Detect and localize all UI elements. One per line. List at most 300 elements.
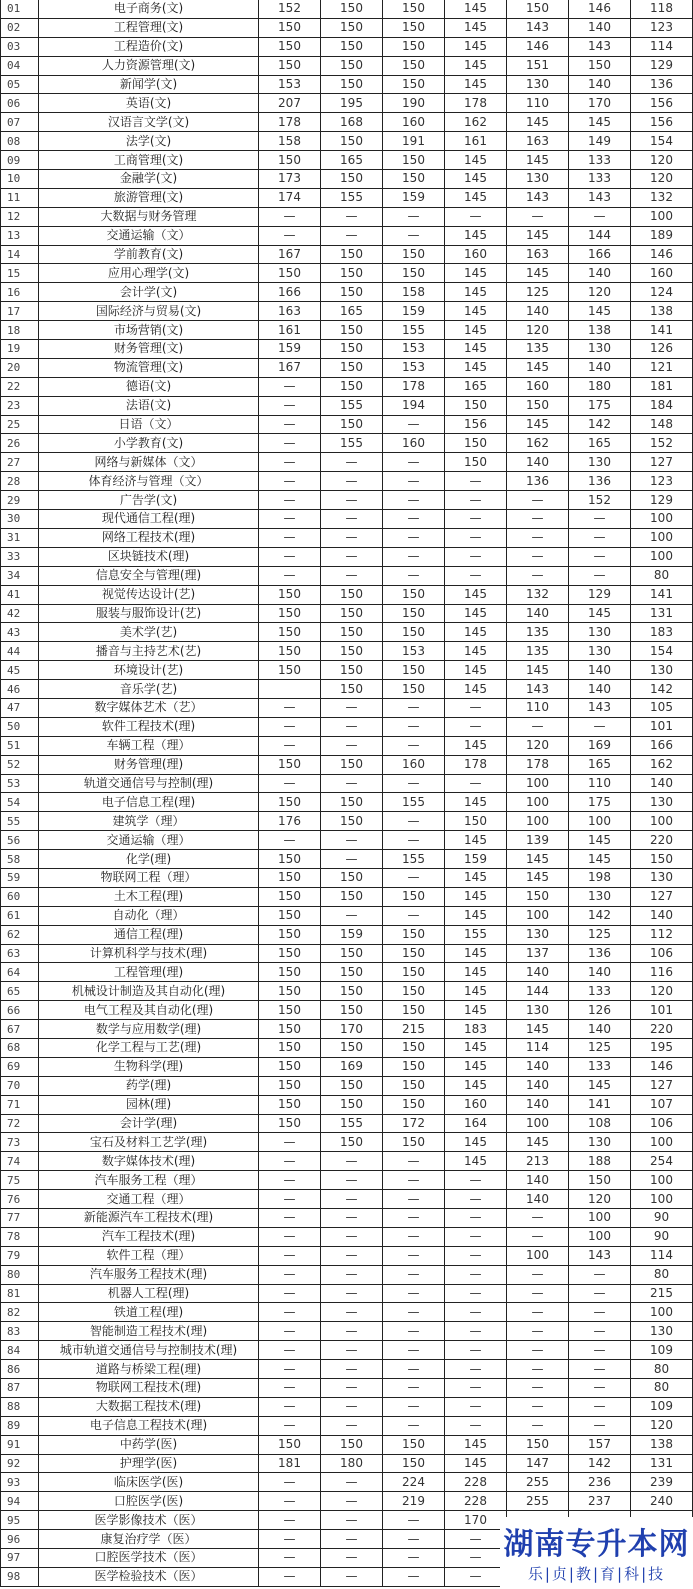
major-name-cell: 物联网工程（理） bbox=[39, 868, 259, 887]
score-col-4-cell: 145 bbox=[445, 793, 507, 812]
score-col-5-cell: 100 bbox=[507, 1246, 569, 1265]
score-col-3-cell: — bbox=[383, 472, 445, 491]
table-row bbox=[1, 340, 693, 359]
score-col-7-cell: 107 bbox=[631, 1095, 693, 1114]
score-col-5-cell: 110 bbox=[507, 94, 569, 113]
score-col-2-cell: — bbox=[321, 1511, 383, 1530]
score-col-1-cell: 158 bbox=[259, 132, 321, 151]
score-col-1-cell: 150 bbox=[259, 661, 321, 680]
score-col-4-cell: 145 bbox=[445, 151, 507, 170]
major-code-cell: 98 bbox=[1, 1567, 39, 1586]
score-col-5-cell: 145 bbox=[507, 415, 569, 434]
major-code-cell: 97 bbox=[1, 1549, 39, 1568]
score-col-3-cell: 150 bbox=[383, 963, 445, 982]
score-col-6-cell: 150 bbox=[569, 1171, 631, 1190]
table-row bbox=[1, 1057, 693, 1076]
score-col-5-cell: 135 bbox=[507, 623, 569, 642]
major-name-cell: 建筑学（理） bbox=[39, 812, 259, 831]
score-col-7-cell: 146 bbox=[631, 1057, 693, 1076]
score-col-4-cell: 145 bbox=[445, 680, 507, 699]
score-col-7-cell: 130 bbox=[631, 868, 693, 887]
table-row bbox=[1, 585, 693, 604]
score-col-1-cell: — bbox=[259, 1322, 321, 1341]
score-col-2-cell: 150 bbox=[321, 75, 383, 94]
score-col-1-cell: — bbox=[259, 1549, 321, 1568]
score-col-6-cell: 145 bbox=[569, 604, 631, 623]
score-col-2-cell: 165 bbox=[321, 302, 383, 321]
score-col-7-cell: 100 bbox=[631, 1190, 693, 1209]
score-col-4-cell: 145 bbox=[445, 642, 507, 661]
major-code-cell: 33 bbox=[1, 547, 39, 566]
score-col-4-cell: 156 bbox=[445, 415, 507, 434]
score-col-3-cell: — bbox=[383, 1265, 445, 1284]
score-col-4-cell: — bbox=[445, 491, 507, 510]
score-col-2-cell: 150 bbox=[321, 170, 383, 189]
table-row bbox=[1, 793, 693, 812]
score-col-2-cell: — bbox=[321, 1360, 383, 1379]
score-col-5-cell: 132 bbox=[507, 585, 569, 604]
major-name-cell: 电气工程及其自动化(理) bbox=[39, 1001, 259, 1020]
score-col-4-cell: — bbox=[445, 717, 507, 736]
score-col-6-cell: 169 bbox=[569, 736, 631, 755]
score-col-3-cell: 158 bbox=[383, 283, 445, 302]
major-name-cell: 化学(理) bbox=[39, 850, 259, 869]
score-col-3-cell: — bbox=[383, 1322, 445, 1341]
major-name-cell: 交通运输（理） bbox=[39, 831, 259, 850]
score-col-5-cell: — bbox=[507, 1360, 569, 1379]
score-col-5-cell: 162 bbox=[507, 434, 569, 453]
score-col-1-cell bbox=[259, 680, 321, 699]
score-col-7-cell: 131 bbox=[631, 1454, 693, 1473]
table-row bbox=[1, 283, 693, 302]
score-col-2-cell: — bbox=[321, 1284, 383, 1303]
score-col-3-cell: — bbox=[383, 1341, 445, 1360]
score-col-1-cell: — bbox=[259, 717, 321, 736]
score-col-2-cell: — bbox=[321, 1209, 383, 1228]
score-col-7-cell: 114 bbox=[631, 1246, 693, 1265]
score-col-6-cell: 146 bbox=[569, 0, 631, 18]
score-col-7-cell: 152 bbox=[631, 434, 693, 453]
score-col-6-cell: 133 bbox=[569, 170, 631, 189]
score-col-4-cell: 145 bbox=[445, 623, 507, 642]
score-col-2-cell: 150 bbox=[321, 358, 383, 377]
score-col-4-cell: 145 bbox=[445, 340, 507, 359]
score-col-2-cell: — bbox=[321, 850, 383, 869]
score-col-5-cell: 145 bbox=[507, 661, 569, 680]
score-col-6-cell: 130 bbox=[569, 340, 631, 359]
score-col-3-cell: 150 bbox=[383, 1057, 445, 1076]
score-col-3-cell: 155 bbox=[383, 793, 445, 812]
major-code-cell: 68 bbox=[1, 1038, 39, 1057]
score-col-7-cell: 100 bbox=[631, 1303, 693, 1322]
major-code-cell: 59 bbox=[1, 868, 39, 887]
score-col-7-cell: 116 bbox=[631, 963, 693, 982]
score-col-7-cell: 220 bbox=[631, 1020, 693, 1039]
table-row bbox=[1, 1341, 693, 1360]
score-col-7-cell: 112 bbox=[631, 925, 693, 944]
score-col-7-cell: 129 bbox=[631, 56, 693, 75]
major-code-cell: 94 bbox=[1, 1492, 39, 1511]
score-col-3-cell: 172 bbox=[383, 1114, 445, 1133]
major-code-cell: 31 bbox=[1, 528, 39, 547]
score-col-3-cell: — bbox=[383, 547, 445, 566]
score-col-3-cell: 150 bbox=[383, 1435, 445, 1454]
score-col-4-cell: 145 bbox=[445, 1001, 507, 1020]
score-col-6-cell: 133 bbox=[569, 982, 631, 1001]
score-col-2-cell: — bbox=[321, 226, 383, 245]
score-col-4-cell: — bbox=[445, 698, 507, 717]
major-name-cell: 财务管理(理) bbox=[39, 755, 259, 774]
score-col-3-cell: 150 bbox=[383, 1076, 445, 1095]
major-name-cell: 临床医学(医) bbox=[39, 1473, 259, 1492]
major-code-cell: 34 bbox=[1, 566, 39, 585]
score-col-3-cell: 159 bbox=[383, 302, 445, 321]
major-code-cell: 95 bbox=[1, 1511, 39, 1530]
major-name-cell: 园林(理) bbox=[39, 1095, 259, 1114]
score-col-4-cell: — bbox=[445, 1171, 507, 1190]
score-col-7-cell: 100 bbox=[631, 510, 693, 529]
major-code-cell: 79 bbox=[1, 1246, 39, 1265]
major-name-cell: 机器人工程(理) bbox=[39, 1284, 259, 1303]
major-code-cell: 20 bbox=[1, 358, 39, 377]
score-col-7-cell: 148 bbox=[631, 415, 693, 434]
score-col-2-cell: 150 bbox=[321, 245, 383, 264]
major-code-cell: 75 bbox=[1, 1171, 39, 1190]
score-col-1-cell: — bbox=[259, 1341, 321, 1360]
major-code-cell: 14 bbox=[1, 245, 39, 264]
major-code-cell: 61 bbox=[1, 906, 39, 925]
table-row bbox=[1, 132, 693, 151]
score-col-5-cell: 143 bbox=[507, 18, 569, 37]
score-col-5-cell: 130 bbox=[507, 75, 569, 94]
score-col-4-cell: — bbox=[445, 1397, 507, 1416]
score-col-6-cell: — bbox=[569, 1341, 631, 1360]
major-code-cell: 63 bbox=[1, 944, 39, 963]
table-row bbox=[1, 698, 693, 717]
score-col-4-cell: — bbox=[445, 1246, 507, 1265]
score-col-3-cell: 194 bbox=[383, 396, 445, 415]
score-col-3-cell: — bbox=[383, 1379, 445, 1398]
score-col-7-cell: 189 bbox=[631, 226, 693, 245]
score-col-1-cell: 150 bbox=[259, 604, 321, 623]
table-row bbox=[1, 1020, 693, 1039]
major-name-cell: 大数据与财务管理 bbox=[39, 207, 259, 226]
score-col-5-cell: 140 bbox=[507, 963, 569, 982]
major-code-cell: 41 bbox=[1, 585, 39, 604]
major-name-cell: 软件工程（理） bbox=[39, 1246, 259, 1265]
major-name-cell: 广告学(文) bbox=[39, 491, 259, 510]
major-code-cell: 87 bbox=[1, 1379, 39, 1398]
score-col-2-cell: 150 bbox=[321, 377, 383, 396]
score-col-1-cell: 181 bbox=[259, 1454, 321, 1473]
table-row bbox=[1, 1473, 693, 1492]
score-col-7-cell: 100 bbox=[631, 1171, 693, 1190]
score-col-7-cell: 183 bbox=[631, 623, 693, 642]
score-col-5-cell: 145 bbox=[507, 1133, 569, 1152]
score-col-3-cell: 150 bbox=[383, 604, 445, 623]
score-col-6-cell: 142 bbox=[569, 906, 631, 925]
score-col-6-cell: 138 bbox=[569, 321, 631, 340]
table-row bbox=[1, 963, 693, 982]
score-col-5-cell: — bbox=[507, 717, 569, 736]
major-code-cell: 86 bbox=[1, 1360, 39, 1379]
score-col-6-cell: 145 bbox=[569, 831, 631, 850]
score-col-6-cell: 142 bbox=[569, 415, 631, 434]
score-col-6-cell: 120 bbox=[569, 283, 631, 302]
score-col-5-cell: — bbox=[507, 547, 569, 566]
score-col-2-cell: — bbox=[321, 1567, 383, 1586]
major-name-cell: 工程管理(理) bbox=[39, 963, 259, 982]
table-row bbox=[1, 151, 693, 170]
score-col-1-cell: — bbox=[259, 528, 321, 547]
major-name-cell: 市场营销(文) bbox=[39, 321, 259, 340]
major-name-cell: 工商管理(文) bbox=[39, 151, 259, 170]
score-col-2-cell: 180 bbox=[321, 1454, 383, 1473]
score-col-3-cell: 150 bbox=[383, 1001, 445, 1020]
score-col-5-cell: 147 bbox=[507, 1454, 569, 1473]
score-col-4-cell: 145 bbox=[445, 831, 507, 850]
score-col-4-cell: — bbox=[445, 774, 507, 793]
score-col-4-cell: 155 bbox=[445, 925, 507, 944]
major-name-cell: 网络工程技术(理) bbox=[39, 528, 259, 547]
major-name-cell: 护理学(医) bbox=[39, 1454, 259, 1473]
score-col-1-cell: 167 bbox=[259, 245, 321, 264]
score-col-3-cell: 150 bbox=[383, 245, 445, 264]
score-col-2-cell: — bbox=[321, 1397, 383, 1416]
major-name-cell: 法语(文) bbox=[39, 396, 259, 415]
score-col-3-cell: — bbox=[383, 906, 445, 925]
score-col-5-cell: — bbox=[507, 510, 569, 529]
score-col-1-cell: 159 bbox=[259, 340, 321, 359]
score-col-1-cell: 150 bbox=[259, 793, 321, 812]
major-code-cell: 93 bbox=[1, 1473, 39, 1492]
score-col-2-cell: — bbox=[321, 1171, 383, 1190]
score-col-5-cell: 140 bbox=[507, 302, 569, 321]
score-col-1-cell: 150 bbox=[259, 37, 321, 56]
major-code-cell: 25 bbox=[1, 415, 39, 434]
score-col-3-cell: 191 bbox=[383, 132, 445, 151]
major-code-cell: 89 bbox=[1, 1416, 39, 1435]
score-col-6-cell: 130 bbox=[569, 642, 631, 661]
score-col-5-cell: 100 bbox=[507, 812, 569, 831]
score-col-7-cell: 105 bbox=[631, 698, 693, 717]
score-col-4-cell: — bbox=[445, 1549, 507, 1568]
score-col-4-cell: 145 bbox=[445, 1152, 507, 1171]
score-col-7-cell: 100 bbox=[631, 812, 693, 831]
score-col-2-cell: 155 bbox=[321, 434, 383, 453]
score-col-6-cell: 110 bbox=[569, 774, 631, 793]
score-col-6-cell: — bbox=[569, 566, 631, 585]
score-col-4-cell: 178 bbox=[445, 94, 507, 113]
table-row bbox=[1, 887, 693, 906]
score-col-3-cell: 190 bbox=[383, 94, 445, 113]
score-table-body bbox=[1, 0, 693, 1586]
table-row bbox=[1, 1038, 693, 1057]
table-row bbox=[1, 321, 693, 340]
score-col-6-cell: — bbox=[569, 528, 631, 547]
score-col-7-cell: 138 bbox=[631, 1435, 693, 1454]
major-name-cell: 会计学(理) bbox=[39, 1114, 259, 1133]
major-name-cell: 车辆工程（理） bbox=[39, 736, 259, 755]
table-row bbox=[1, 1001, 693, 1020]
score-col-7-cell: 136 bbox=[631, 75, 693, 94]
score-col-2-cell: 150 bbox=[321, 887, 383, 906]
major-code-cell: 04 bbox=[1, 56, 39, 75]
major-name-cell: 物联网工程技术(理) bbox=[39, 1379, 259, 1398]
score-col-7-cell: 100 bbox=[631, 547, 693, 566]
score-col-5-cell: — bbox=[507, 1416, 569, 1435]
major-code-cell: 66 bbox=[1, 1001, 39, 1020]
table-row bbox=[1, 1133, 693, 1152]
score-col-5-cell: 145 bbox=[507, 358, 569, 377]
table-row bbox=[1, 0, 693, 18]
score-col-5-cell: 140 bbox=[507, 1190, 569, 1209]
table-row bbox=[1, 415, 693, 434]
table-row bbox=[1, 1095, 693, 1114]
score-col-7-cell: 118 bbox=[631, 0, 693, 18]
score-col-4-cell: 228 bbox=[445, 1492, 507, 1511]
major-code-cell: 80 bbox=[1, 1265, 39, 1284]
table-row bbox=[1, 547, 693, 566]
score-col-3-cell: — bbox=[383, 698, 445, 717]
table-row bbox=[1, 528, 693, 547]
table-row bbox=[1, 1152, 693, 1171]
score-col-7-cell: 80 bbox=[631, 566, 693, 585]
score-col-2-cell: 169 bbox=[321, 1057, 383, 1076]
score-col-5-cell: 140 bbox=[507, 1095, 569, 1114]
score-col-5-cell: 120 bbox=[507, 321, 569, 340]
score-col-5-cell: 150 bbox=[507, 0, 569, 18]
score-col-2-cell: 150 bbox=[321, 415, 383, 434]
major-code-cell: 26 bbox=[1, 434, 39, 453]
score-col-2-cell: 150 bbox=[321, 1076, 383, 1095]
major-code-cell: 88 bbox=[1, 1397, 39, 1416]
score-col-6-cell: 133 bbox=[569, 151, 631, 170]
score-col-4-cell: 145 bbox=[445, 302, 507, 321]
score-col-5-cell: 150 bbox=[507, 887, 569, 906]
score-col-1-cell: 150 bbox=[259, 585, 321, 604]
major-name-cell: 现代通信工程(理) bbox=[39, 510, 259, 529]
score-col-2-cell: 150 bbox=[321, 623, 383, 642]
score-col-7-cell: 114 bbox=[631, 37, 693, 56]
score-col-2-cell: 150 bbox=[321, 680, 383, 699]
score-col-6-cell: 125 bbox=[569, 1038, 631, 1057]
major-code-cell: 15 bbox=[1, 264, 39, 283]
score-col-1-cell: — bbox=[259, 1303, 321, 1322]
score-col-1-cell: — bbox=[259, 1152, 321, 1171]
score-col-1-cell: 150 bbox=[259, 1020, 321, 1039]
score-col-3-cell: 150 bbox=[383, 585, 445, 604]
score-col-1-cell: 207 bbox=[259, 94, 321, 113]
major-code-cell: 43 bbox=[1, 623, 39, 642]
score-col-6-cell: — bbox=[569, 510, 631, 529]
score-col-4-cell: 145 bbox=[445, 604, 507, 623]
score-col-1-cell: — bbox=[259, 453, 321, 472]
table-row bbox=[1, 1246, 693, 1265]
score-col-5-cell: — bbox=[507, 1322, 569, 1341]
score-col-1-cell: — bbox=[259, 774, 321, 793]
score-col-7-cell: 124 bbox=[631, 283, 693, 302]
score-col-1-cell: 150 bbox=[259, 982, 321, 1001]
table-row bbox=[1, 1190, 693, 1209]
major-code-cell: 29 bbox=[1, 491, 39, 510]
score-col-7-cell: 138 bbox=[631, 302, 693, 321]
score-col-7-cell: 166 bbox=[631, 736, 693, 755]
score-col-3-cell: 150 bbox=[383, 1038, 445, 1057]
score-col-5-cell: 125 bbox=[507, 283, 569, 302]
score-col-2-cell: 150 bbox=[321, 321, 383, 340]
table-row bbox=[1, 774, 693, 793]
major-code-cell: 03 bbox=[1, 37, 39, 56]
major-code-cell: 17 bbox=[1, 302, 39, 321]
score-col-6-cell: 170 bbox=[569, 94, 631, 113]
score-col-4-cell: — bbox=[445, 528, 507, 547]
score-col-3-cell: 150 bbox=[383, 1454, 445, 1473]
score-col-4-cell: 150 bbox=[445, 434, 507, 453]
major-code-cell: 69 bbox=[1, 1057, 39, 1076]
major-name-cell: 机械设计制造及其自动化(理) bbox=[39, 982, 259, 1001]
score-col-1-cell: — bbox=[259, 1171, 321, 1190]
score-col-7-cell: 220 bbox=[631, 831, 693, 850]
score-col-3-cell: — bbox=[383, 528, 445, 547]
score-col-3-cell: — bbox=[383, 1209, 445, 1228]
score-col-2-cell: — bbox=[321, 472, 383, 491]
score-col-4-cell: 145 bbox=[445, 1057, 507, 1076]
score-col-7-cell: 130 bbox=[631, 793, 693, 812]
score-col-6-cell: 149 bbox=[569, 132, 631, 151]
score-col-1-cell: — bbox=[259, 1265, 321, 1284]
score-col-3-cell: 150 bbox=[383, 680, 445, 699]
score-col-7-cell: 100 bbox=[631, 528, 693, 547]
major-code-cell: 84 bbox=[1, 1341, 39, 1360]
score-col-3-cell: — bbox=[383, 868, 445, 887]
score-col-2-cell: — bbox=[321, 547, 383, 566]
major-code-cell: 08 bbox=[1, 132, 39, 151]
score-col-3-cell: 150 bbox=[383, 1095, 445, 1114]
score-col-6-cell: 100 bbox=[569, 812, 631, 831]
score-col-4-cell: — bbox=[445, 1209, 507, 1228]
score-col-5-cell: — bbox=[507, 1379, 569, 1398]
score-col-3-cell: — bbox=[383, 1227, 445, 1246]
score-col-7-cell: 146 bbox=[631, 245, 693, 264]
score-col-7-cell: 109 bbox=[631, 1397, 693, 1416]
score-col-1-cell: 150 bbox=[259, 1435, 321, 1454]
major-name-cell: 口腔医学(医) bbox=[39, 1492, 259, 1511]
score-col-1-cell: — bbox=[259, 1511, 321, 1530]
score-col-7-cell: 109 bbox=[631, 1341, 693, 1360]
score-col-4-cell: 150 bbox=[445, 453, 507, 472]
score-col-6-cell: 140 bbox=[569, 75, 631, 94]
score-col-5-cell: 150 bbox=[507, 396, 569, 415]
score-col-2-cell: 150 bbox=[321, 56, 383, 75]
table-row bbox=[1, 510, 693, 529]
table-row bbox=[1, 812, 693, 831]
score-col-5-cell: 140 bbox=[507, 453, 569, 472]
score-col-7-cell: 141 bbox=[631, 321, 693, 340]
score-col-2-cell: — bbox=[321, 453, 383, 472]
score-col-6-cell: — bbox=[569, 1397, 631, 1416]
score-col-5-cell: 139 bbox=[507, 831, 569, 850]
score-col-7-cell: 100 bbox=[631, 1133, 693, 1152]
score-col-6-cell: 144 bbox=[569, 226, 631, 245]
score-col-1-cell: — bbox=[259, 1379, 321, 1398]
score-col-4-cell: 145 bbox=[445, 226, 507, 245]
score-col-5-cell: — bbox=[507, 528, 569, 547]
score-col-3-cell: 224 bbox=[383, 1473, 445, 1492]
major-name-cell: 数字媒体艺术（艺） bbox=[39, 698, 259, 717]
score-col-1-cell: 173 bbox=[259, 170, 321, 189]
score-col-6-cell: 143 bbox=[569, 1246, 631, 1265]
